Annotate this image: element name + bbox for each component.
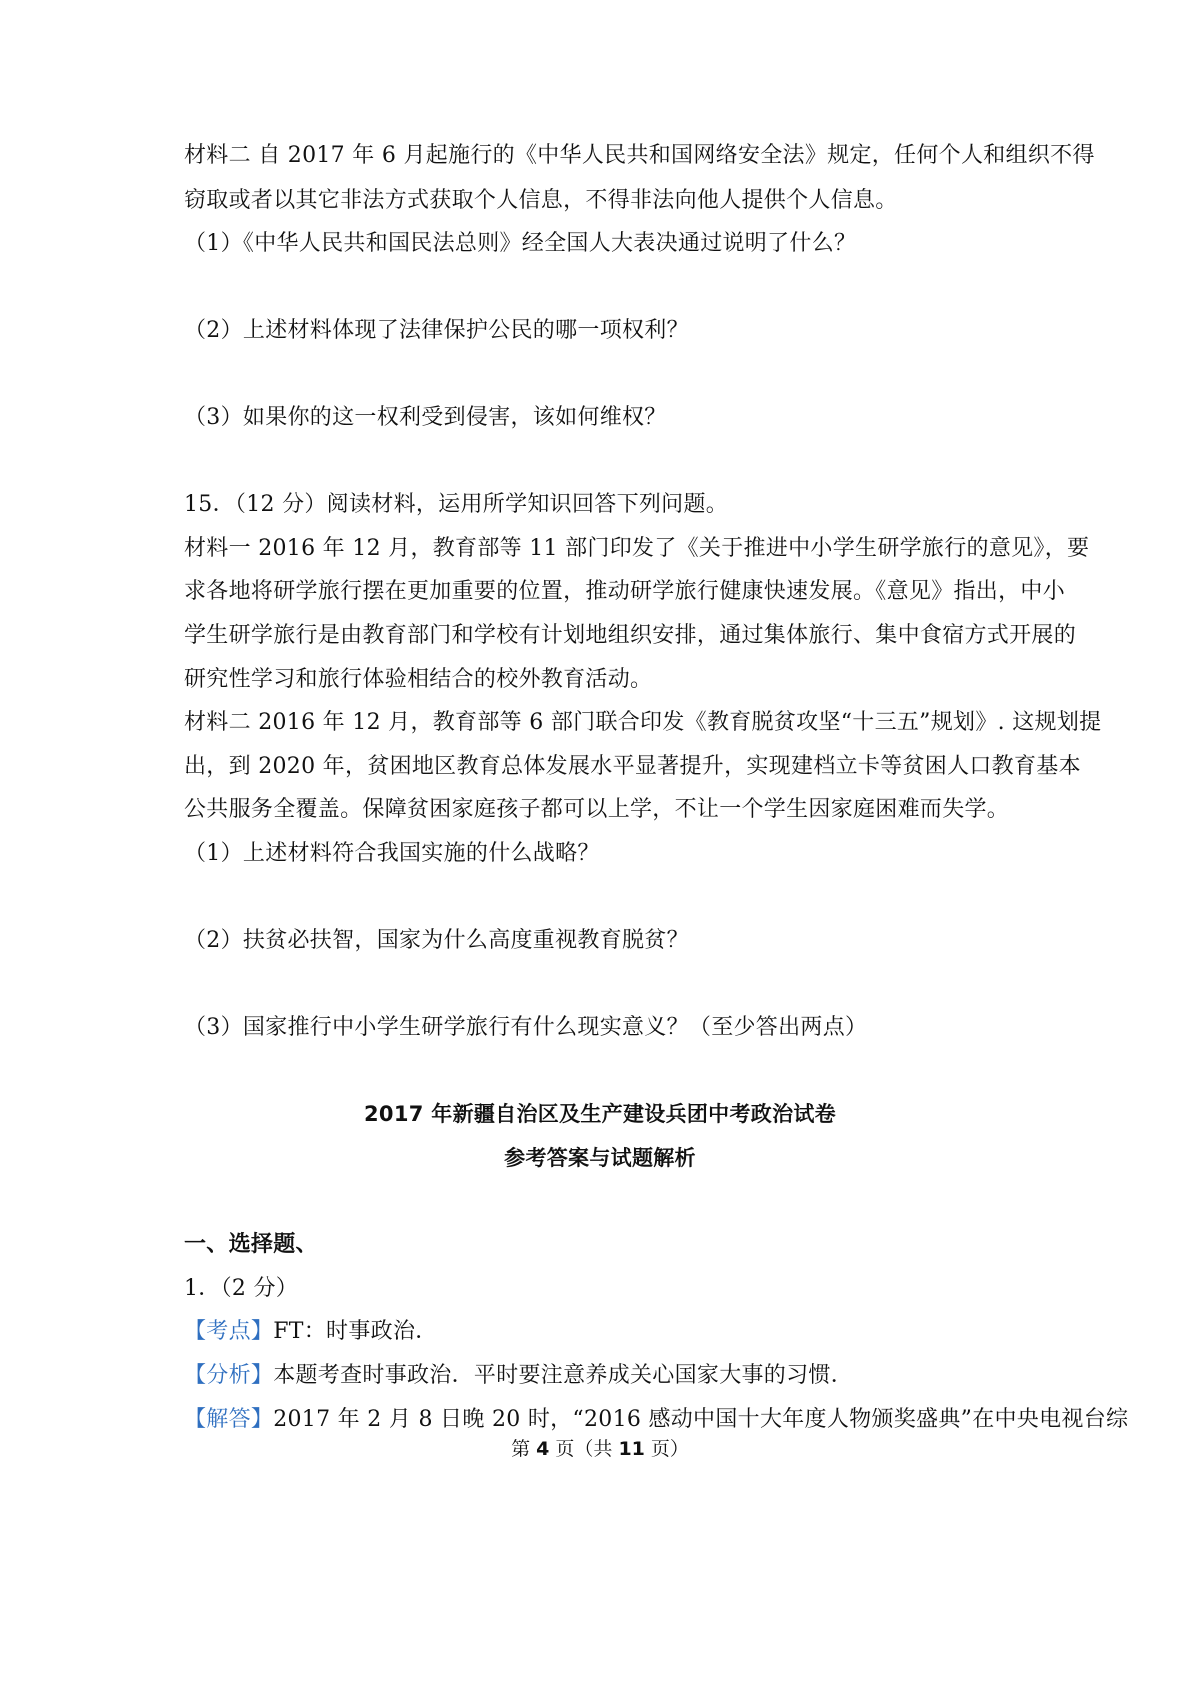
jieda-tag: 【解答】 xyxy=(184,1407,274,1432)
answer-subtitle: 参考答案与试题解析 xyxy=(504,1146,696,1170)
footer-total-pages: 11 xyxy=(618,1438,645,1460)
q15-material2-line2: 出，到 2020 年，贫困地区教育总体发展水平显著提升，实现建档立卡等贫困人口教育基本 xyxy=(184,754,1081,779)
q15-title: 15．（12 分）阅读材料，运用所学知识回答下列问题。 xyxy=(184,492,729,517)
jieda-text: 2017 年 2 月 8 日晚 20 时，“2016 感动中国十大年度人物颁奖盛典”在中央电视台综 xyxy=(273,1407,1129,1432)
answer-title: 2017 年新疆自治区及生产建设兵团中考政治试卷 xyxy=(364,1102,836,1126)
fenxi-tag: 【分析】 xyxy=(184,1363,274,1388)
fenxi-text: 本题考查时事政治．平时要注意养成关心国家大事的习惯． xyxy=(273,1363,854,1388)
q15-material1-line2: 求各地将研学旅行摆在更加重要的位置，推动研学旅行健康快速发展。《意见》指出，中小 xyxy=(184,579,1066,604)
q14-sub2: （2）上述材料体现了法律保护公民的哪一项权利？ xyxy=(184,318,689,343)
footer-prefix: 第 xyxy=(511,1438,537,1460)
kaodian-row xyxy=(184,1317,1034,1347)
q15-sub1: （1）上述材料符合我国实施的什么战略？ xyxy=(184,841,600,866)
q15-material1-line3: 学生研学旅行是由教育部门和学校有计划地组织安排，通过集体旅行、集中食宿方式开展的 xyxy=(184,623,1077,648)
jieda-row xyxy=(184,1405,1129,1435)
answer-q1-title: 1．（2 分） xyxy=(184,1276,299,1301)
kaodian-tag: 【考点】 xyxy=(184,1319,274,1344)
page-footer xyxy=(0,1436,1200,1462)
footer-middle: 页（共 xyxy=(549,1438,619,1460)
q15-material1-line1: 材料一 2016 年 12 月，教育部等 11 部门印发了《关于推进中小学生研学旅行的意见》，要 xyxy=(184,536,1090,561)
q14-material2-line1: 材料二 自 2017 年 6 月起施行的《中华人民共和国网络安全法》规定，任何个人和组织不得 xyxy=(184,143,1095,168)
q14-sub1: （1）《中华人民共和国民法总则》经全国人大表决通过说明了什么？ xyxy=(184,231,857,256)
section-heading: 一、选择题、 xyxy=(184,1232,318,1257)
kaodian-text: FT：时事政治． xyxy=(273,1319,438,1344)
q15-material2-line1: 材料二 2016 年 12 月，教育部等 6 部门联合印发《教育脱贫攻坚“十三五”规划》. 这规划提 xyxy=(184,710,1102,735)
q15-sub2: （2）扶贫必扶智，国家为什么高度重视教育脱贫？ xyxy=(184,928,689,953)
q15-material2-line3: 公共服务全覆盖。保障贫困家庭孩子都可以上学，不让一个学生因家庭困难而失学。 xyxy=(184,797,1010,822)
footer-suffix: 页） xyxy=(644,1438,689,1460)
q15-sub3: （3）国家推行中小学生研学旅行有什么现实意义？（至少答出两点） xyxy=(184,1015,868,1040)
footer-page-number: 4 xyxy=(536,1438,550,1460)
q14-sub3: （3）如果你的这一权利受到侵害，该如何维权？ xyxy=(184,405,667,430)
fenxi-row xyxy=(184,1361,1034,1391)
q14-material2-line2: 窃取或者以其它非法方式获取个人信息，不得非法向他人提供个人信息。 xyxy=(184,188,898,213)
q15-material1-line4: 研究性学习和旅行体验相结合的校外教育活动。 xyxy=(184,667,653,692)
